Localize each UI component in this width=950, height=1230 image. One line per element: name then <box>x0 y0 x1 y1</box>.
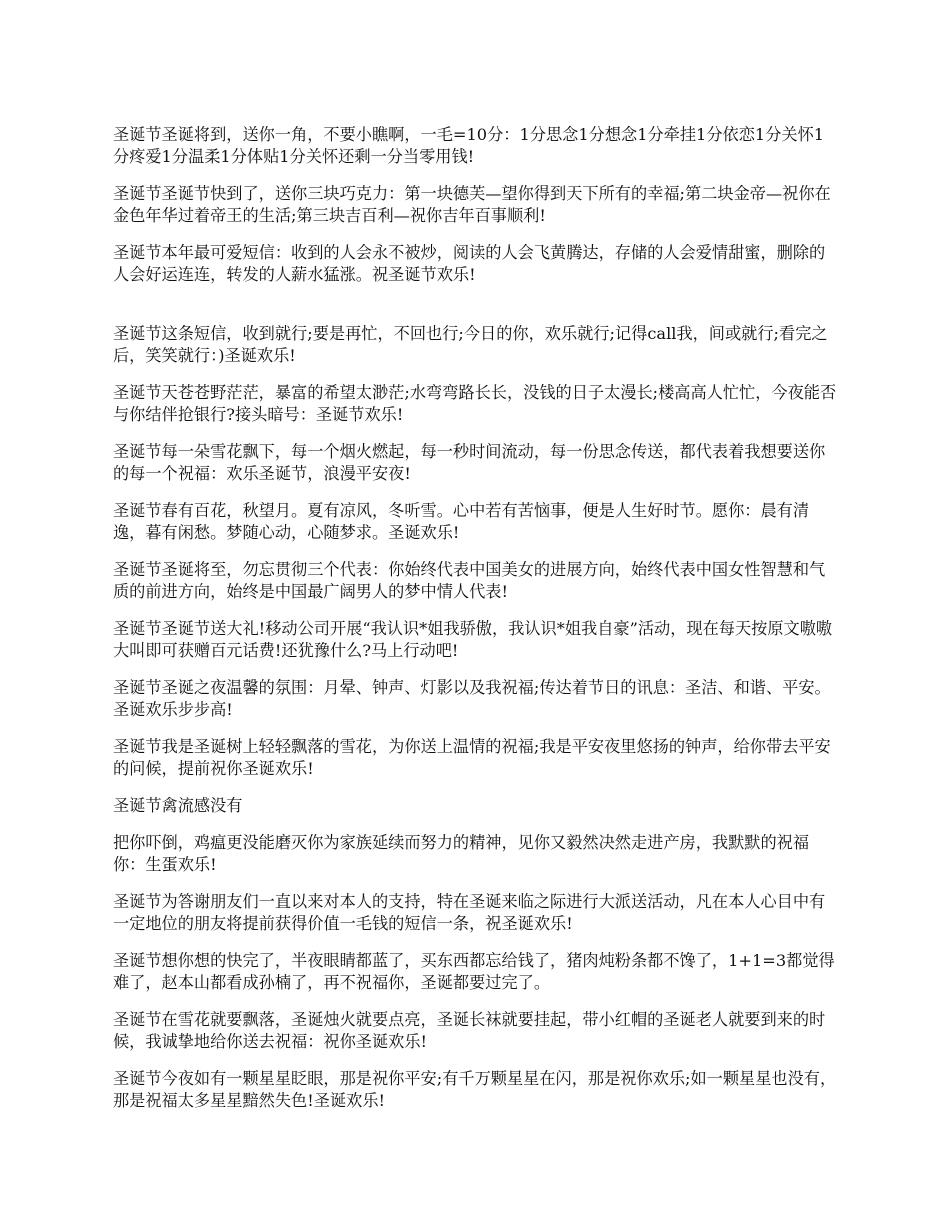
paragraph: 圣诞节圣诞将到，送你一角，不要小瞧啊，一毛=10分：1分思念1分想念1分牵挂1分依恋1分关怀1分疼爱1分温柔1分体贴1分关怀还剩一分当零用钱! <box>113 125 825 166</box>
paragraph: 圣诞节圣诞节送大礼!移动公司开展“我认识*姐我骄傲，我认识*姐我自豪”活动，现在每天按原文嗷嗷大叫即可获赠百元话费!还犹豫什么?马上行动吧! <box>113 619 833 660</box>
paragraph: 圣诞节这条短信，收到就行;要是再忙，不回也行;今日的你，欢乐就行;记得call我，间或就行;看完之后，笑笑就行：)圣诞欢乐! <box>113 324 828 365</box>
paragraph: 圣诞节每一朵雪花飘下，每一个烟火燃起，每一秒时间流动，每一份思念传送，都代表着我想要送你的每一个祝福：欢乐圣诞节，浪漫平安夜! <box>113 442 826 483</box>
paragraph: 圣诞节禽流感没有 <box>113 796 243 815</box>
paragraph: 圣诞节本年最可爱短信：收到的人会永不被炒，阅读的人会飞黄腾达，存储的人会爱情甜蜜，删除的人会好运连连，转发的人薪水猛涨。祝圣诞节欢乐! <box>113 243 826 284</box>
paragraph: 圣诞节圣诞节快到了，送你三块巧克力：第一块德芙—望你得到天下所有的幸福;第二块金帝—祝你在金色年华过着帝王的生活;第三块吉百利—祝你吉年百事顺利! <box>113 184 831 225</box>
paragraph: 圣诞节春有百花，秋望月。夏有凉风，冬听雪。心中若有苦恼事，便是人生好时节。愿你：晨有清逸，暮有闲愁。梦随心动，心随梦求。圣诞欢乐! <box>113 501 810 542</box>
paragraph: 把你吓倒，鸡瘟更没能磨灭你为家族延续而努力的精神，见你又毅然决然走进产房，我默默的祝福你：生蛋欢乐! <box>113 833 810 874</box>
paragraph: 圣诞节在雪花就要飘落，圣诞烛火就要点亮，圣诞长袜就要挂起，带小红帽的圣诞老人就要到来的时候，我诚挚地给你送去祝福：祝你圣诞欢乐! <box>113 1010 826 1051</box>
paragraph: 圣诞节天苍苍野茫茫，暴富的希望太渺茫;水弯弯路长长，没钱的日子太漫长;楼高高人忙忙，今夜能否与你结伴抢银行?接头暗号：圣诞节欢乐! <box>113 383 837 424</box>
paragraph: 圣诞节今夜如有一颗星星眨眼，那是祝你平安;有千万颗星星在闪，那是祝你欢乐;如一颗星星也没有，那是祝福太多星星黯然失色!圣诞欢乐! <box>113 1069 837 1110</box>
blank-gap <box>113 301 840 323</box>
paragraph: 圣诞节为答谢朋友们一直以来对本人的支持，特在圣诞来临之际进行大派送活动，凡在本人心目中有一定地位的朋友将提前获得价值一毛钱的短信一条，祝圣诞欢乐! <box>113 892 826 933</box>
document-body <box>113 124 840 1127</box>
paragraph: 圣诞节圣诞将至，勿忘贯彻三个代表：你始终代表中国美女的进展方向，始终代表中国女性智慧和气质的前进方向，始终是中国最广阔男人的梦中情人代表! <box>113 560 826 601</box>
paragraph: 圣诞节我是圣诞树上轻轻飘落的雪花，为你送上温情的祝福;我是平安夜里悠扬的钟声，给你带去平安的问候，提前祝你圣诞欢乐! <box>113 737 831 778</box>
paragraph: 圣诞节想你想的快完了，半夜眼睛都蓝了，买东西都忘给钱了，猪肉炖粉条都不馋了，1+1=3都觉得难了，赵本山都看成孙楠了，再不祝福你，圣诞都要过完了。 <box>113 951 835 992</box>
paragraph: 圣诞节圣诞之夜温馨的氛围：月晕、钟声、灯影以及我祝福;传达着节日的讯息：圣洁、和谐、平安。圣诞欢乐步步高! <box>113 678 831 719</box>
